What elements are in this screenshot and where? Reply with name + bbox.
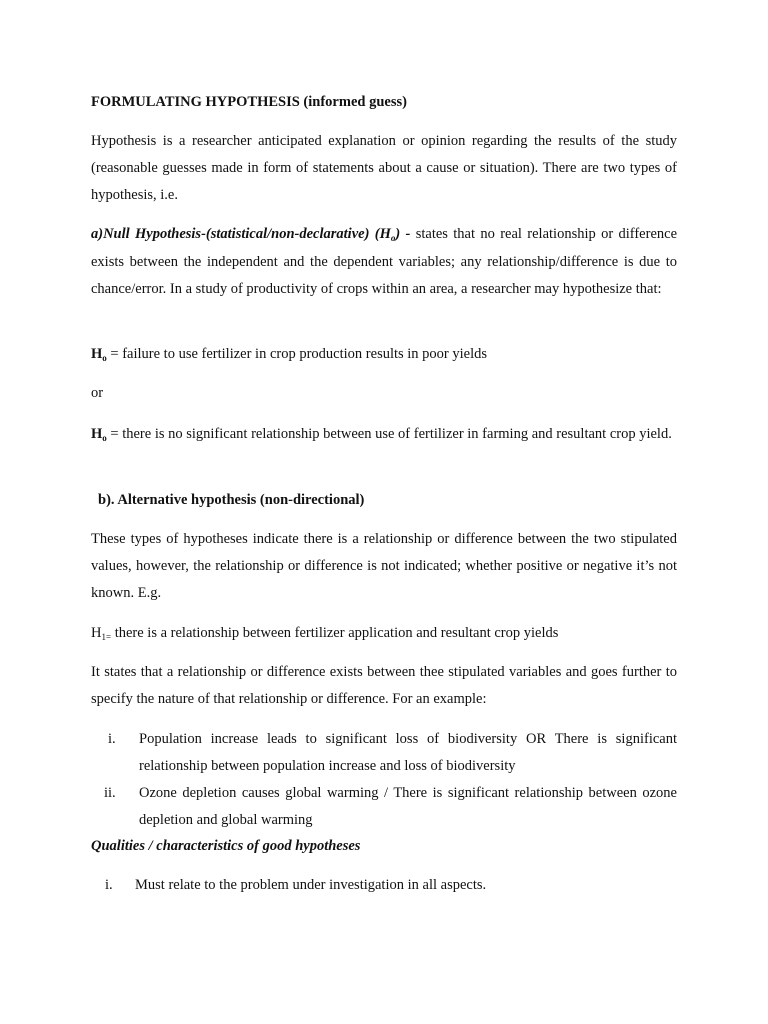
intro-paragraph: Hypothesis is a researcher anticipated explanation or opinion regarding the results of the study (reasonable guesses made in form of statements about a cause or situation). There are two types of hypothesis, i.e. [91,133,677,203]
null-hypothesis-paragraph [91,221,677,303]
null-hypothesis-example-a: $H_o$ = failure to use fertilizer in crop production results in poor yields [91,346,488,363]
or-separator: or [91,385,104,401]
alternative-hypothesis-heading: b). Alternative hypothesis (non-directional) [98,492,365,508]
directional-paragraph: It states that a relationship or difference exists between thee stipulated variables and goes further to specify the nature of that relationship or difference. For an example: [91,664,677,707]
alternative-hypothesis-paragraph: These types of hypotheses indicate there is a relationship or difference between the two stipulated values, however, the relationship or difference is not indicated; whether positive or negative it’s not known. E.g. [91,531,677,601]
document-page: FORMULATING HYPOTHESIS (informed guess) Hypothesis is a researcher anticipated explanation or opinion regarding the results of the study (reasonable guesses made in form of statements about a cause or situation). There are two types of hypothesis, i.e. a)Null Hypothesis-(statistical/non-declarative) $(H_o)$ - states that no real relationship or difference exists between the independent and the dependent variables; any relationship/difference is due to chance/error. In a study of productivity of crops within an area, a researcher may hypothesize that: $H_o$ = failure to use fertilizer in crop production results in poor yields or $H_o$ = there is no significant relationship between use of fertilizer in farming and resultant crop yield. b). Alternative hypothesis (non-directional) These types of hypotheses indicate there is a relationship or difference between the two stipulated values, however, the relationship or difference is not indicated; whether positive or negative it’s not known. E.g. $H_{1=}$ there is a relationship between fertilizer application and resultant crop yields It states that a relationship or difference exists between thee stipulated variables and goes further to specify the nature of that relationship or difference. For an example: i. Population increase leads to significant loss of biodiversity OR There is significant relationship between population increase and loss of biodiversity ii. Ozone depletion causes global warming / There is significant relationship between ozone depletion and global warming Qualities / characteristics of good hypotheses i. Must relate to the problem under investigation in all aspects. [0,0,768,1024]
alternative-hypothesis-example: $H_{1=}$ there is a relationship between fertilizer application and resultant crop yields [91,625,559,642]
null-hypothesis-heading: a)Null Hypothesis-(statistical/non-declarative) $(H_o)$ - [91,226,411,243]
null-hypothesis-example-b: $H_o$ = there is no significant relationship between use of fertilizer in farming and resultant crop yield. [91,426,672,443]
null-hypothesis-body: states that no real relationship or difference exists between the independent and the dependent variables; any relationship/difference is due to chance/error. In a study of productivity of crops within an area, a researcher may hypothesize that: [91,226,677,297]
qualities-heading: Qualities / characteristics of good hypotheses [91,838,361,854]
page-title: FORMULATING HYPOTHESIS (informed guess) [91,94,407,110]
